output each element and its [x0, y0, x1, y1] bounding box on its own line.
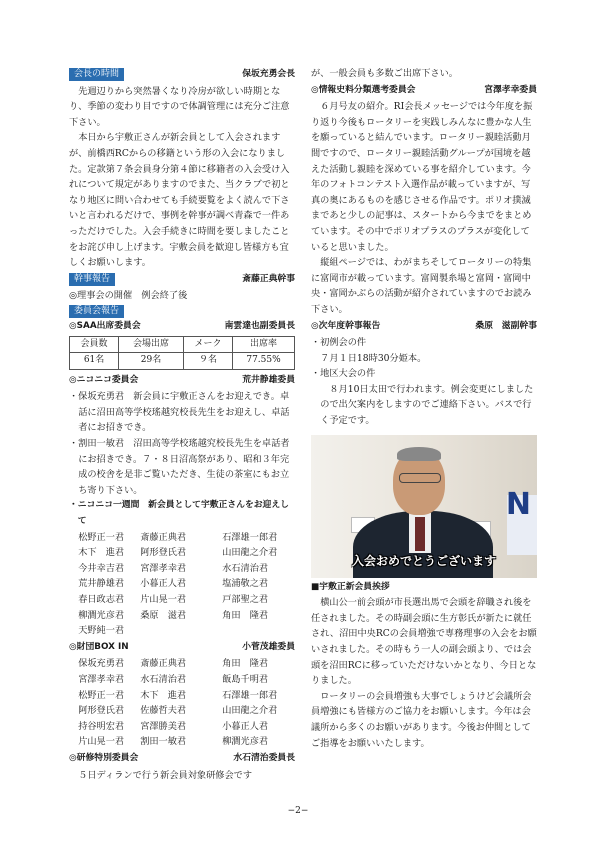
joho-para-1: ６月号友の紹介。RI会長メッセージでは今年度を振り返り今後もロータリーを実践しみんなに豊かな人生を願っていると結んでいます。ロータリー親睦活動月間ですので、ロータリー親睦活動グループが国境を越えた活動し親睦を深めている事を紹介しています。今年のフォトコンテスト入選作品が載っていますが、写真の奥にあるものを感じさせる作品です。ポリオ撲滅まであと少しの記事は、スタートから今までをまとめています。その中でポリオプラスのプラスが変化していると思いました。	[311, 101, 533, 253]
jiki-line: ・地区大会の件	[311, 368, 376, 380]
saa-header	[69, 319, 295, 335]
member-name: 水石清治君	[140, 673, 187, 685]
table-header-row	[70, 336, 295, 353]
person-hair	[397, 447, 441, 461]
member-name: 片山晃一君	[78, 736, 125, 748]
jiki-speaker: 桑原 滋副幹事	[475, 320, 537, 331]
member-name: 松野正一君	[78, 689, 125, 701]
nikoniko-speaker: 荒井静雄委員	[242, 374, 295, 385]
member-name: 持谷明宏君	[78, 720, 125, 732]
header-cell: 出席率	[233, 336, 295, 353]
member-name: 小暮正人君	[222, 720, 269, 732]
joho-speaker: 宮澤孝幸委員	[484, 84, 537, 95]
member-name: 山田龍之介君	[222, 705, 278, 717]
header-cell: メーク	[183, 336, 232, 353]
kenshu-text: ５日ディランで行う新会員対象研修会です	[78, 769, 253, 781]
kaicho-header	[69, 67, 295, 83]
member-name: 桑原 滋君	[140, 609, 187, 621]
member-name: 荒井静雄君	[78, 578, 125, 590]
member-name: 天野純一君	[78, 625, 125, 637]
member-name: 柳澗光彦君	[78, 609, 125, 621]
value-cell: 77.55%	[233, 353, 295, 370]
member-name: 阿形登氏君	[78, 705, 125, 717]
page-number: −2−	[287, 806, 309, 816]
list-item: ・割田一敏君 沼田高等学校瑤越究校長先生を卓話者にお招きでき。７・８日沼高祭があり、昭和３年完成の校舎を是非ご覧いただき、生徒の茶室にもお立ち寄り下さい。	[69, 438, 290, 496]
iinkai-header	[69, 305, 295, 318]
kanji-speaker: 斎藤正典幹事	[242, 273, 295, 284]
member-name: 今井幸吉君	[78, 562, 125, 574]
kenshu-speaker: 水石清治委員長	[233, 752, 295, 763]
nikoniko-list	[69, 389, 295, 529]
value-cell: ９名	[183, 353, 232, 370]
jiki-line: ８月10日太田で行われます。例会変更にしましたので出欠案内をしますのでご連絡下さい。バスで行く予定です。	[320, 383, 534, 427]
member-name: 塩浦敬之君	[222, 578, 269, 590]
saa-speaker: 南雲達也副委員長	[224, 320, 295, 331]
member-name: 割田一敏君	[140, 736, 187, 748]
member-name: 斎藤正典君	[140, 658, 187, 670]
saa-title: ◎SAA出席委員会	[69, 320, 141, 331]
member-name: 保坂充勇君	[78, 658, 125, 670]
joho-title: ◎情報史料分類選考委員会	[311, 84, 416, 95]
photo-caption: 入会おめでとうございます	[351, 554, 496, 569]
member-name: 宮澤孝幸君	[140, 562, 187, 574]
nikoniko-week-title: ・ニコニコ一週間 新会員として宇敷正さんをお迎えして	[69, 500, 289, 527]
member-name: 戸部聖之君	[222, 594, 269, 605]
member-name: 角田 隆君	[222, 658, 269, 670]
kenshu-title: ◎研修特別委員会	[69, 752, 139, 763]
kaicho-speaker: 保坂充勇会長	[242, 69, 295, 79]
box-header	[69, 640, 295, 656]
member-name: 角田 隆君	[222, 609, 269, 621]
left-column	[69, 66, 295, 783]
kenshu-header	[69, 751, 295, 767]
value-cell: 29名	[119, 353, 184, 370]
continued-text: が、一般会員も多数ご出席下さい。	[311, 68, 458, 79]
member-name: 山田龍之介君	[222, 547, 278, 559]
aisatsu-title: ■宇敷正新会員挨拶	[311, 581, 390, 592]
box-title: ◎財団BOX IN	[69, 641, 129, 652]
member-name: 柳澗光彦君	[222, 736, 269, 748]
member-name: 木下 進君	[78, 547, 125, 559]
nikoniko-names	[69, 530, 295, 639]
nikoniko-header	[69, 373, 295, 389]
kaicho-para-2: 本日から宇敷正さんが新会員として入会されますが、前橋西RCからの移籍という形の入会になりました。定款第７条会員身分第４節に移籍者の入会受け入れについて規定がありますのでまた、当クラブで初となり地区に問い合わせても手続要覧をよく読んで下さいと言われるだけで、事例を幹事が調べ青森で一件あっただけでした。入会手続きに時間を要しましたことをお詫び申し上げます。宇敷会員を歓迎し皆様方も宜しくお願いします。	[69, 132, 290, 269]
header-cell: 会員数	[70, 336, 119, 353]
joho-para-2: 縦組ページでは、わがまちそしてロータリーの特集に富岡市が載っています。富岡製糸場と富岡・富岡中央・富岡かぶらの活動が紹介されていますのでお読み下さい。	[311, 257, 532, 315]
kaicho-para-1: 先週辺りから突然暑くなり冷房が欲しい時期となり、季節の変わり目ですので体調管理には充分ご注意下さい。	[69, 85, 290, 128]
jiki-line: ７月１日18時30分姫本。	[311, 352, 427, 364]
member-name: 春日政志君	[78, 594, 125, 605]
member-name: 小暮正人君	[140, 578, 187, 590]
right-column	[311, 66, 537, 751]
joho-header	[311, 83, 537, 99]
member-name: 宮澤勝美君	[140, 720, 187, 732]
list-item: ・保坂充勇君 新会員に宇敷正さんをお迎えでき。卓話に沼田高等学校瑤越究校長先生をお迎えし、卓話者にお招きでき。	[69, 391, 290, 434]
member-name: 石澤雄一郎君	[222, 689, 278, 701]
member-name: 木下 進君	[140, 689, 187, 701]
jiki-line: ・初例会の件	[311, 337, 367, 349]
member-name: 片山晃一君	[140, 594, 187, 605]
box-speaker: 小菅茂雄委員	[242, 641, 295, 652]
nikoniko-title: ◎ニコニコ委員会	[69, 374, 139, 385]
person-tie	[415, 517, 425, 551]
table-row	[70, 353, 295, 370]
kanji-header	[69, 272, 295, 288]
member-name: 阿形登氏君	[140, 547, 187, 559]
iinkai-tag: 委員会報告	[69, 305, 124, 318]
aisatsu-para-2: ロータリーの会員増強も大事でしょうけど会議所会員増強にも皆様方のご協力をお願いします。今年は会議所から多くのお願いがあります。今後お仲間としてご指導をお願いいたします。	[311, 690, 532, 749]
value-cell: 61名	[70, 353, 119, 370]
jiki-title: ◎次年度幹事報告	[311, 320, 381, 331]
member-name: 水石清治君	[222, 562, 269, 574]
member-name: 石澤雄一郎君	[222, 531, 278, 543]
person-glasses	[399, 473, 441, 483]
new-member-photo	[311, 435, 537, 578]
kaicho-tag: 会長の時間	[69, 68, 124, 81]
member-name: 斎藤正典君	[140, 531, 187, 543]
header-cell: 会場出席	[119, 336, 184, 353]
member-name: 飯島千明君	[222, 673, 269, 685]
member-name: 松野正一君	[78, 531, 125, 543]
kanji-tag: 幹事報告	[69, 273, 115, 286]
box-names	[69, 656, 295, 750]
member-name: 佐藤哲夫君	[140, 705, 187, 717]
jiki-header	[311, 319, 537, 335]
member-name: 宮澤孝幸君	[78, 673, 125, 685]
aisatsu-para-1: 横山公一前会頭が市長選出馬で会頭を辞職され後を任されました。その時副会頭に生方彰氏が新たに就任され、沼田中央RCの会員増強で専務理事の入会をお願いされました。その時もう一人の副会頭より、では会頭を沼田RCに移っていただけないかとなり、今日となりました。	[311, 597, 537, 687]
kanji-line: ◎理事会の開催 例会終了後	[69, 290, 188, 302]
attendance-table	[69, 336, 295, 370]
photo-banner-letter: N	[505, 486, 531, 522]
